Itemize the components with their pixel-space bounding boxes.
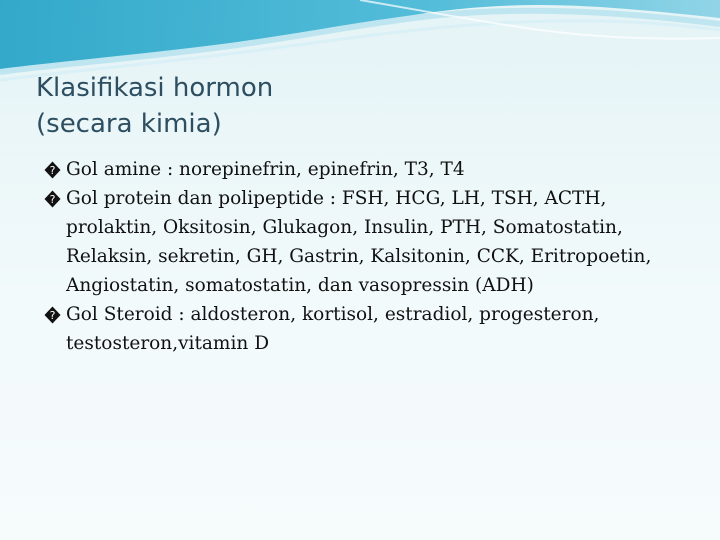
replacement-char-icon xyxy=(44,161,61,179)
slide-title xyxy=(36,70,273,142)
svg-text:?: ? xyxy=(49,193,56,206)
title-line-2: (secara kimia) xyxy=(36,109,222,139)
svg-text:?: ? xyxy=(49,164,56,177)
bullet-text: Gol amine : norepinefrin, epinefrin, T3, T4 xyxy=(66,159,465,180)
bullet-item-protein xyxy=(44,184,684,300)
bullet-text: Gol protein dan polipeptide : FSH, HCG, LH, TSH, ACTH, prolaktin, Oksitosin, Glukagon, Insulin, PTH, Somatostatin, Relaksin, sekretin, GH, Gastrin, Kalsitonin, CCK, Eritropoetin, Angiostatin, somatostatin, dan vasopressin (ADH) xyxy=(66,188,652,296)
bullet-text: Gol Steroid : aldosteron, kortisol, estradiol, progesteron, testosteron,vitamin D xyxy=(66,304,600,354)
bullet-item-amine xyxy=(44,155,684,184)
title-line-1: Klasifikasi hormon xyxy=(36,73,274,103)
replacement-char-icon xyxy=(44,306,61,324)
bullet-list xyxy=(44,155,684,358)
bullet-item-steroid xyxy=(44,300,684,358)
replacement-char-icon xyxy=(44,190,61,208)
svg-text:?: ? xyxy=(49,309,56,322)
